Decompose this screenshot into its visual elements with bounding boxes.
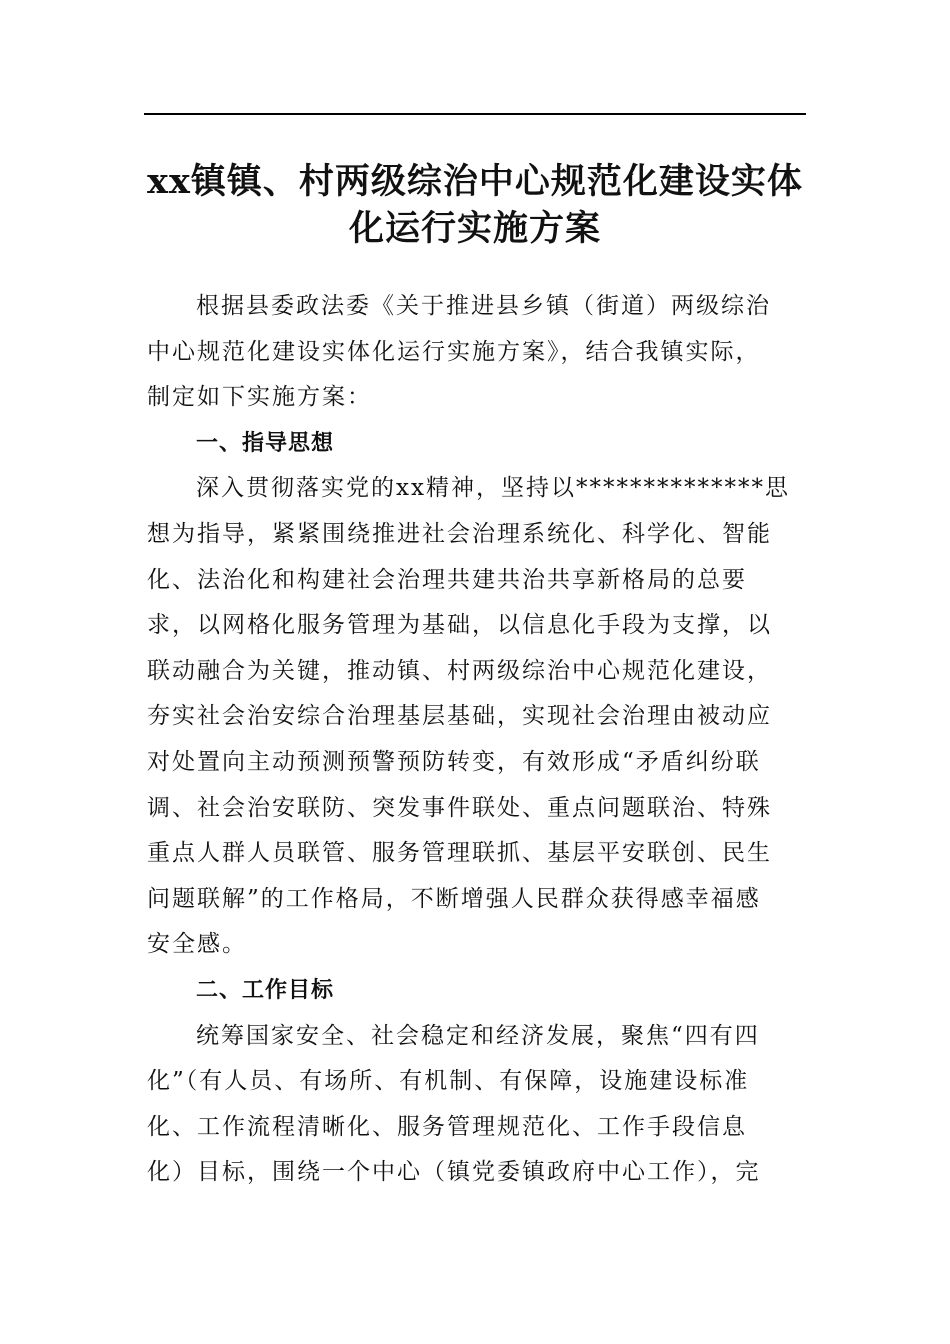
paragraph-line: 想为指导，紧紧围绕推进社会治理系统化、科学化、智能 [147,520,772,547]
paragraph-line: 夯实社会治安综合治理基层基础，实现社会治理由被动应 [147,703,772,730]
intro-line: 中心规范化建设实体化运行实施方案》，结合我镇实际， [147,338,761,365]
paragraph-line: 安全感。 [147,931,247,958]
paragraph-line: 化”（有人员、有场所、有机制、有保障，设施建设标准 [147,1068,750,1095]
paragraph-line: 对处置向主动预测预警预防转变，有效形成“矛盾纠纷联 [147,748,761,775]
paragraph-line: 问题联解”的工作格局，不断增强人民群众获得感幸福感 [147,885,761,912]
section-heading-work-goals: 二、工作目标 [196,977,335,1003]
paragraph-line: 重点人群人员联管、服务管理联抓、基层平安联创、民生 [147,840,772,867]
section-heading-guiding-ideology: 一、指导思想 [196,430,335,456]
paragraph-line: 联动融合为关键，推动镇、村两级综治中心规范化建设， [147,657,772,684]
document-title [144,158,806,252]
paragraph-line: 深入贯彻落实党的xx精神，坚持以**************思 [196,475,790,502]
title-line: 化运行实施方案 [348,208,601,249]
paragraph-line: 调、社会治安联防、突发事件联处、重点问题联治、特殊 [147,794,772,821]
paragraph-line: 化）目标，围绕一个中心（镇党委镇政府中心工作），完 [147,1159,761,1186]
header-rule [144,113,806,115]
paragraph-line: 统筹国家安全、社会稳定和经济发展，聚焦“四有四 [196,1022,760,1049]
title-line: xx镇镇、村两级综治中心规范化建设实体 [147,161,803,202]
paragraph-line: 求，以网格化服务管理为基础，以信息化手段为支撑，以 [147,612,772,639]
paragraph-line: 化、工作流程清晰化、服务管理规范化、工作手段信息 [147,1113,747,1140]
intro-line: 制定如下实施方案： [147,384,372,411]
document-body [147,284,791,1196]
paragraph-line: 化、法治化和构建社会治理共建共治共享新格局的总要 [147,566,747,593]
intro-line: 根据县委政法委《关于推进县乡镇（街道）两级综治 [196,293,771,319]
